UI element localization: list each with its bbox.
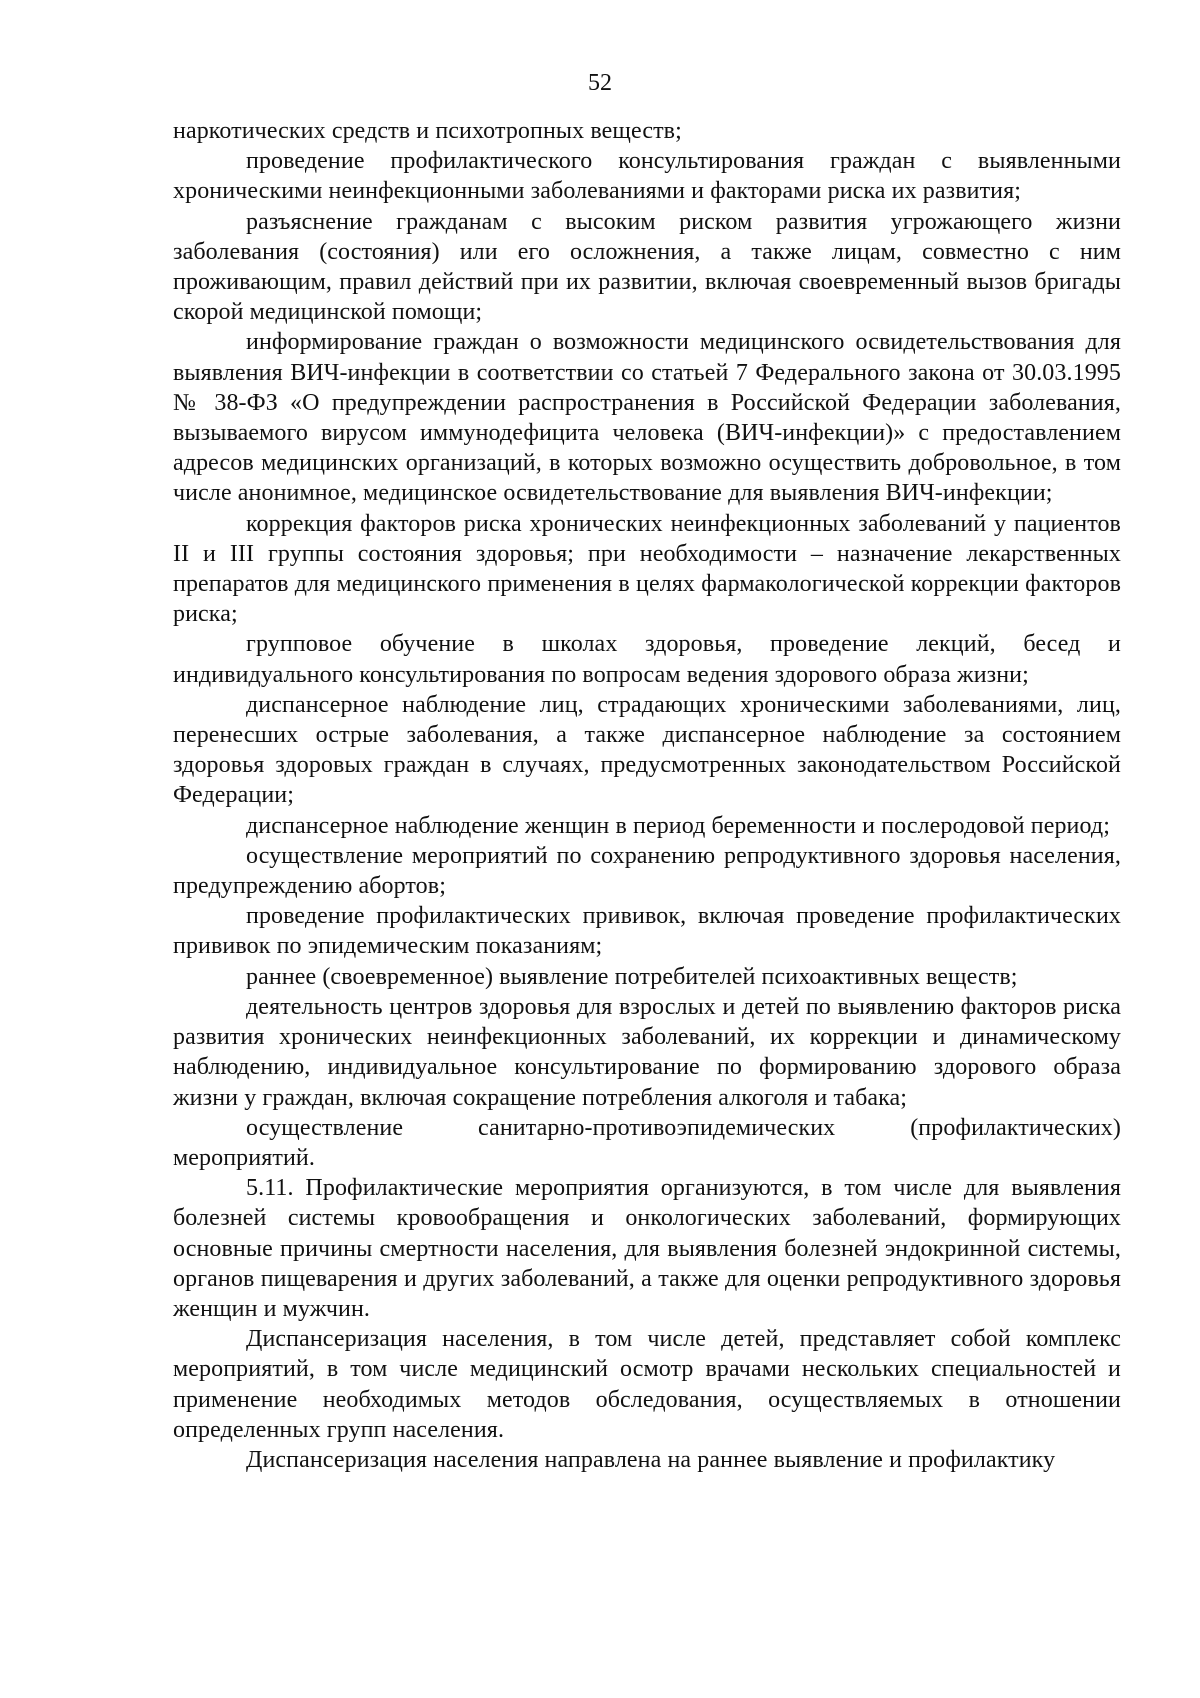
paragraph: 5.11. Профилактические мероприятия организуются, в том числе для выявления болезней системы кровообращения и онкологических заболеваний, формирующих основные причины смертности населения, для выявления болезней эндокринной системы, органов пищеварения и других заболеваний, а также для оценки репродуктивного здоровья женщин и мужчин. xyxy=(173,1175,1121,1322)
paragraph: Диспансеризация населения направлена на раннее выявление и профилактику xyxy=(246,1446,1056,1473)
paragraph: осуществление мероприятий по сохранению репродуктивного здоровья населения, предупреждению абортов; xyxy=(173,842,1121,900)
paragraph: разъяснение гражданам с высоким риском развития угрожающего жизни заболевания (состояния) или его осложнения, а также лицам, совместно с ним проживающим, правил действий при их развитии, включая своевременный вызов бригады скорой медицинской помощи; xyxy=(173,208,1121,326)
paragraph: диспансерное наблюдение женщин в период беременности и послеродовой период; xyxy=(246,812,1110,839)
paragraph: диспансерное наблюдение лиц, страдающих хроническими заболеваниями, лиц, перенесших острые заболевания, а также диспансерное наблюдение за состоянием здоровья здоровых граждан в случаях, предусмотренных законодательством Российской Федерации; xyxy=(173,691,1121,809)
paragraph: информирование граждан о возможности медицинского освидетельствования для выявления ВИЧ-инфекции в соответствии со статьей 7 Федерального закона от 30.03.1995 № 38-ФЗ «О предупреждении распространения в Российской Федерации заболевания, вызываемого вирусом иммунодефицита человека (ВИЧ-инфекции)» с предоставлением адресов медицинских организаций, в которых возможно осуществить добровольное, в том числе анонимное, медицинское освидетельствование для выявления ВИЧ-инфекции; xyxy=(173,329,1121,507)
paragraph: проведение профилактических прививок, включая проведение профилактических прививок по эпидемическим показаниям; xyxy=(173,903,1121,960)
paragraph: Диспансеризация населения, в том числе детей, представляет собой комплекс мероприятий, в том числе медицинский осмотр врачами нескольких специальностей и применение необходимых методов обследования, осуществляемых в отношении определенных групп населения. xyxy=(173,1326,1121,1443)
paragraph: проведение профилактического консультирования граждан с выявленными хроническими неинфекционными заболеваниями и факторами риска их развития; xyxy=(173,148,1121,205)
paragraph: осуществление санитарно-противоэпидемических (профилактических) мероприятий. xyxy=(173,1114,1121,1171)
paragraph: деятельность центров здоровья для взрослых и детей по выявлению факторов риска развития хронических неинфекционных заболеваний, их коррекции и динамическому наблюдению, индивидуальное консультирование по формированию здорового образа жизни у граждан, включая сокращение потребления алкоголя и табака; xyxy=(173,993,1121,1111)
paragraph: групповое обучение в школах здоровья, проведение лекций, бесед и индивидуального консультирования по вопросам ведения здорового образа жизни; xyxy=(173,631,1121,688)
document-body xyxy=(173,116,1121,1475)
page-number: 52 xyxy=(588,70,612,96)
paragraph: коррекция факторов риска хронических неинфекционных заболеваний у пациентов II и III группы состояния здоровья; при необходимости – назначение лекарственных препаратов для медицинского применения в целях фармакологической коррекции факторов риска; xyxy=(173,510,1121,628)
paragraph: раннее (своевременное) выявление потребителей психоактивных веществ; xyxy=(246,963,1018,990)
paragraph: наркотических средств и психотропных веществ; xyxy=(173,118,682,144)
